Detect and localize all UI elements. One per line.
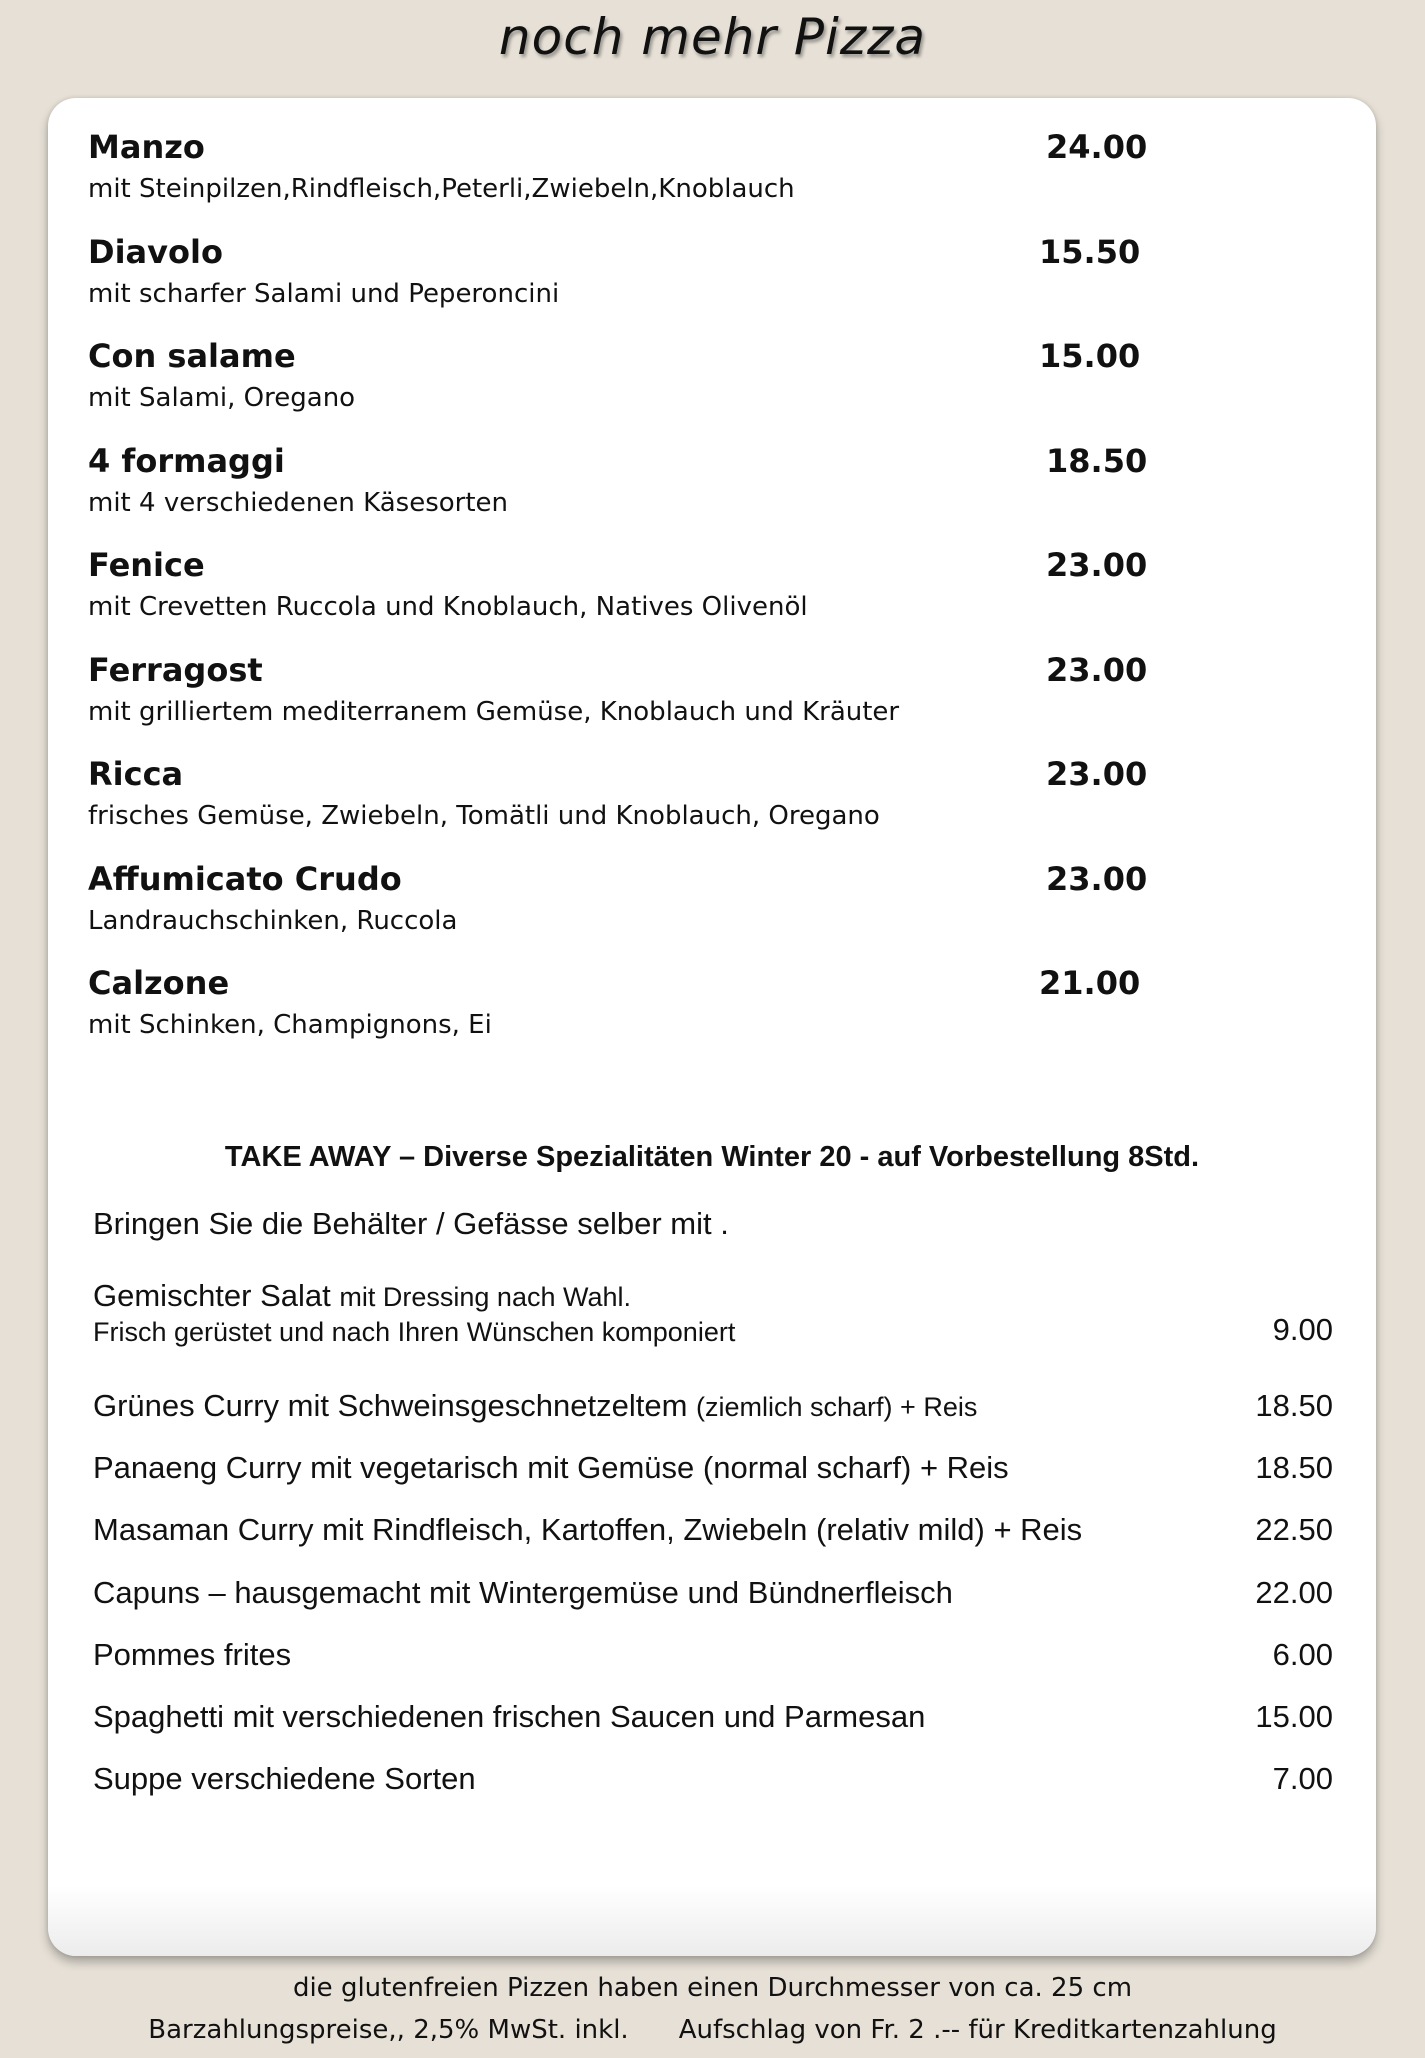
pizza-name: Con salame	[88, 337, 296, 375]
pizza-name: Ferragost	[88, 650, 263, 689]
salad-name-suffix: mit Dressing nach Wahl.	[339, 1282, 631, 1312]
salad-name: Gemischter Salat	[93, 1278, 331, 1313]
pizza-description: mit grilliertem mediterranem Gemüse, Knoblauch und Kräuter	[88, 696, 900, 727]
pizza-item	[88, 860, 1188, 965]
footer-gluten-note: die glutenfreien Pizzen haben einen Durchmesser von ca. 25 cm	[292, 1973, 1133, 2003]
pizza-list	[88, 128, 1188, 1069]
pizza-price: 24.00	[1046, 128, 1148, 166]
takeaway-item-name: Spaghetti mit verschiedenen frischen Saucen und Parmesan	[93, 1698, 926, 1734]
salad-price: 9.00	[1272, 1312, 1333, 1347]
takeaway-item-price: 6.00	[1272, 1636, 1333, 1672]
pizza-price: 23.00	[1046, 859, 1148, 898]
takeaway-item	[93, 1388, 1333, 1450]
takeaway-item	[93, 1575, 1333, 1637]
pizza-description: frisches Gemüse, Zwiebeln, Tomätli und Knoblauch, Oregano	[88, 801, 880, 831]
pizza-description: Landrauchschinken, Ruccola	[88, 905, 458, 936]
pizza-item	[88, 233, 1188, 338]
takeaway-item	[93, 1761, 1333, 1823]
pizza-item	[88, 442, 1188, 547]
menu-card	[48, 98, 1376, 1956]
takeaway-item-name: Panaeng Curry mit vegetarisch mit Gemüse (normal scharf) + Reis	[93, 1450, 1009, 1486]
pizza-price: 21.00	[1039, 964, 1141, 1002]
page-title: noch mehr Pizza	[498, 8, 927, 66]
pizza-name: Manzo	[88, 128, 205, 166]
pizza-description: mit Salami, Oregano	[88, 383, 356, 413]
takeaway-item-name	[93, 1388, 977, 1424]
footer-cash-prices: Barzahlungspreise,, 2,5% MwSt. inkl.	[148, 2015, 629, 2045]
pizza-item	[88, 337, 1188, 442]
takeaway-item-name: Capuns – hausgemacht mit Wintergemüse und Bündnerfleisch	[93, 1574, 953, 1610]
pizza-description: mit Schinken, Champignons, Ei	[88, 1010, 492, 1040]
takeaway-item-price: 7.00	[1272, 1761, 1333, 1797]
takeaway-item	[93, 1699, 1333, 1761]
takeaway-item-name: Suppe verschiedene Sorten	[93, 1761, 476, 1797]
pizza-name: Fenice	[88, 546, 205, 584]
pizza-price: 18.50	[1046, 441, 1148, 480]
takeaway-item-price: 22.50	[1255, 1512, 1333, 1548]
takeaway-item-label: Grünes Curry mit Schweinsgeschnetzeltem	[93, 1388, 688, 1423]
takeaway-item-suffix: (ziemlich scharf) + Reis	[696, 1392, 978, 1422]
pizza-price: 15.00	[1039, 337, 1141, 375]
takeaway-item-price: 18.50	[1255, 1388, 1333, 1423]
pizza-name: Calzone	[88, 964, 230, 1002]
pizza-item	[88, 651, 1188, 756]
footer-payment-note	[0, 2015, 1425, 2045]
pizza-description: mit 4 verschiedenen Käsesorten	[88, 487, 509, 518]
salad-description: Frisch gerüstet und nach Ihren Wünschen komponiert	[93, 1317, 736, 1347]
takeaway-item-name: Masaman Curry mit Rindfleisch, Kartoffen, Zwiebeln (relativ mild) + Reis	[93, 1512, 1083, 1548]
pizza-item	[88, 546, 1188, 651]
takeaway-heading: TAKE AWAY – Diverse Spezialitäten Winter 20 - auf Vorbestellung 8Std.	[224, 1141, 1200, 1173]
takeaway-item	[93, 1450, 1333, 1512]
takeaway-item	[93, 1512, 1333, 1574]
pizza-name: 4 formaggi	[88, 441, 285, 480]
pizza-price: 23.00	[1046, 650, 1148, 689]
pizza-item	[88, 128, 1188, 233]
pizza-price: 23.00	[1046, 546, 1148, 584]
pizza-description: mit scharfer Salami und Peperoncini	[88, 278, 560, 309]
takeaway-note: Bringen Sie die Behälter / Gefässe selber mit .	[93, 1206, 729, 1241]
pizza-item	[88, 964, 1188, 1069]
pizza-name: Affumicato Crudo	[88, 859, 402, 898]
takeaway-item-name: Pommes frites	[93, 1636, 292, 1672]
salad-title	[93, 1278, 1333, 1315]
pizza-description: mit Crevetten Ruccola und Knoblauch, Natives Olivenöl	[88, 592, 808, 622]
pizza-name: Diavolo	[88, 232, 223, 271]
pizza-price: 23.00	[1046, 755, 1148, 793]
salad-item	[93, 1278, 1333, 1358]
pizza-price: 15.50	[1039, 232, 1141, 271]
takeaway-item-price: 18.50	[1255, 1450, 1333, 1486]
takeaway-item-price: 22.00	[1255, 1574, 1333, 1610]
footer-card-surcharge: Aufschlag von Fr. 2 .-- für Kreditkartenzahlung	[678, 2015, 1277, 2045]
pizza-item	[88, 755, 1188, 860]
pizza-description: mit Steinpilzen,Rindfleisch,Peterli,Zwiebeln,Knoblauch	[88, 174, 795, 204]
takeaway-list	[93, 1388, 1333, 1823]
takeaway-item	[93, 1637, 1333, 1699]
pizza-name: Ricca	[88, 755, 184, 793]
takeaway-item-price: 15.00	[1255, 1698, 1333, 1734]
